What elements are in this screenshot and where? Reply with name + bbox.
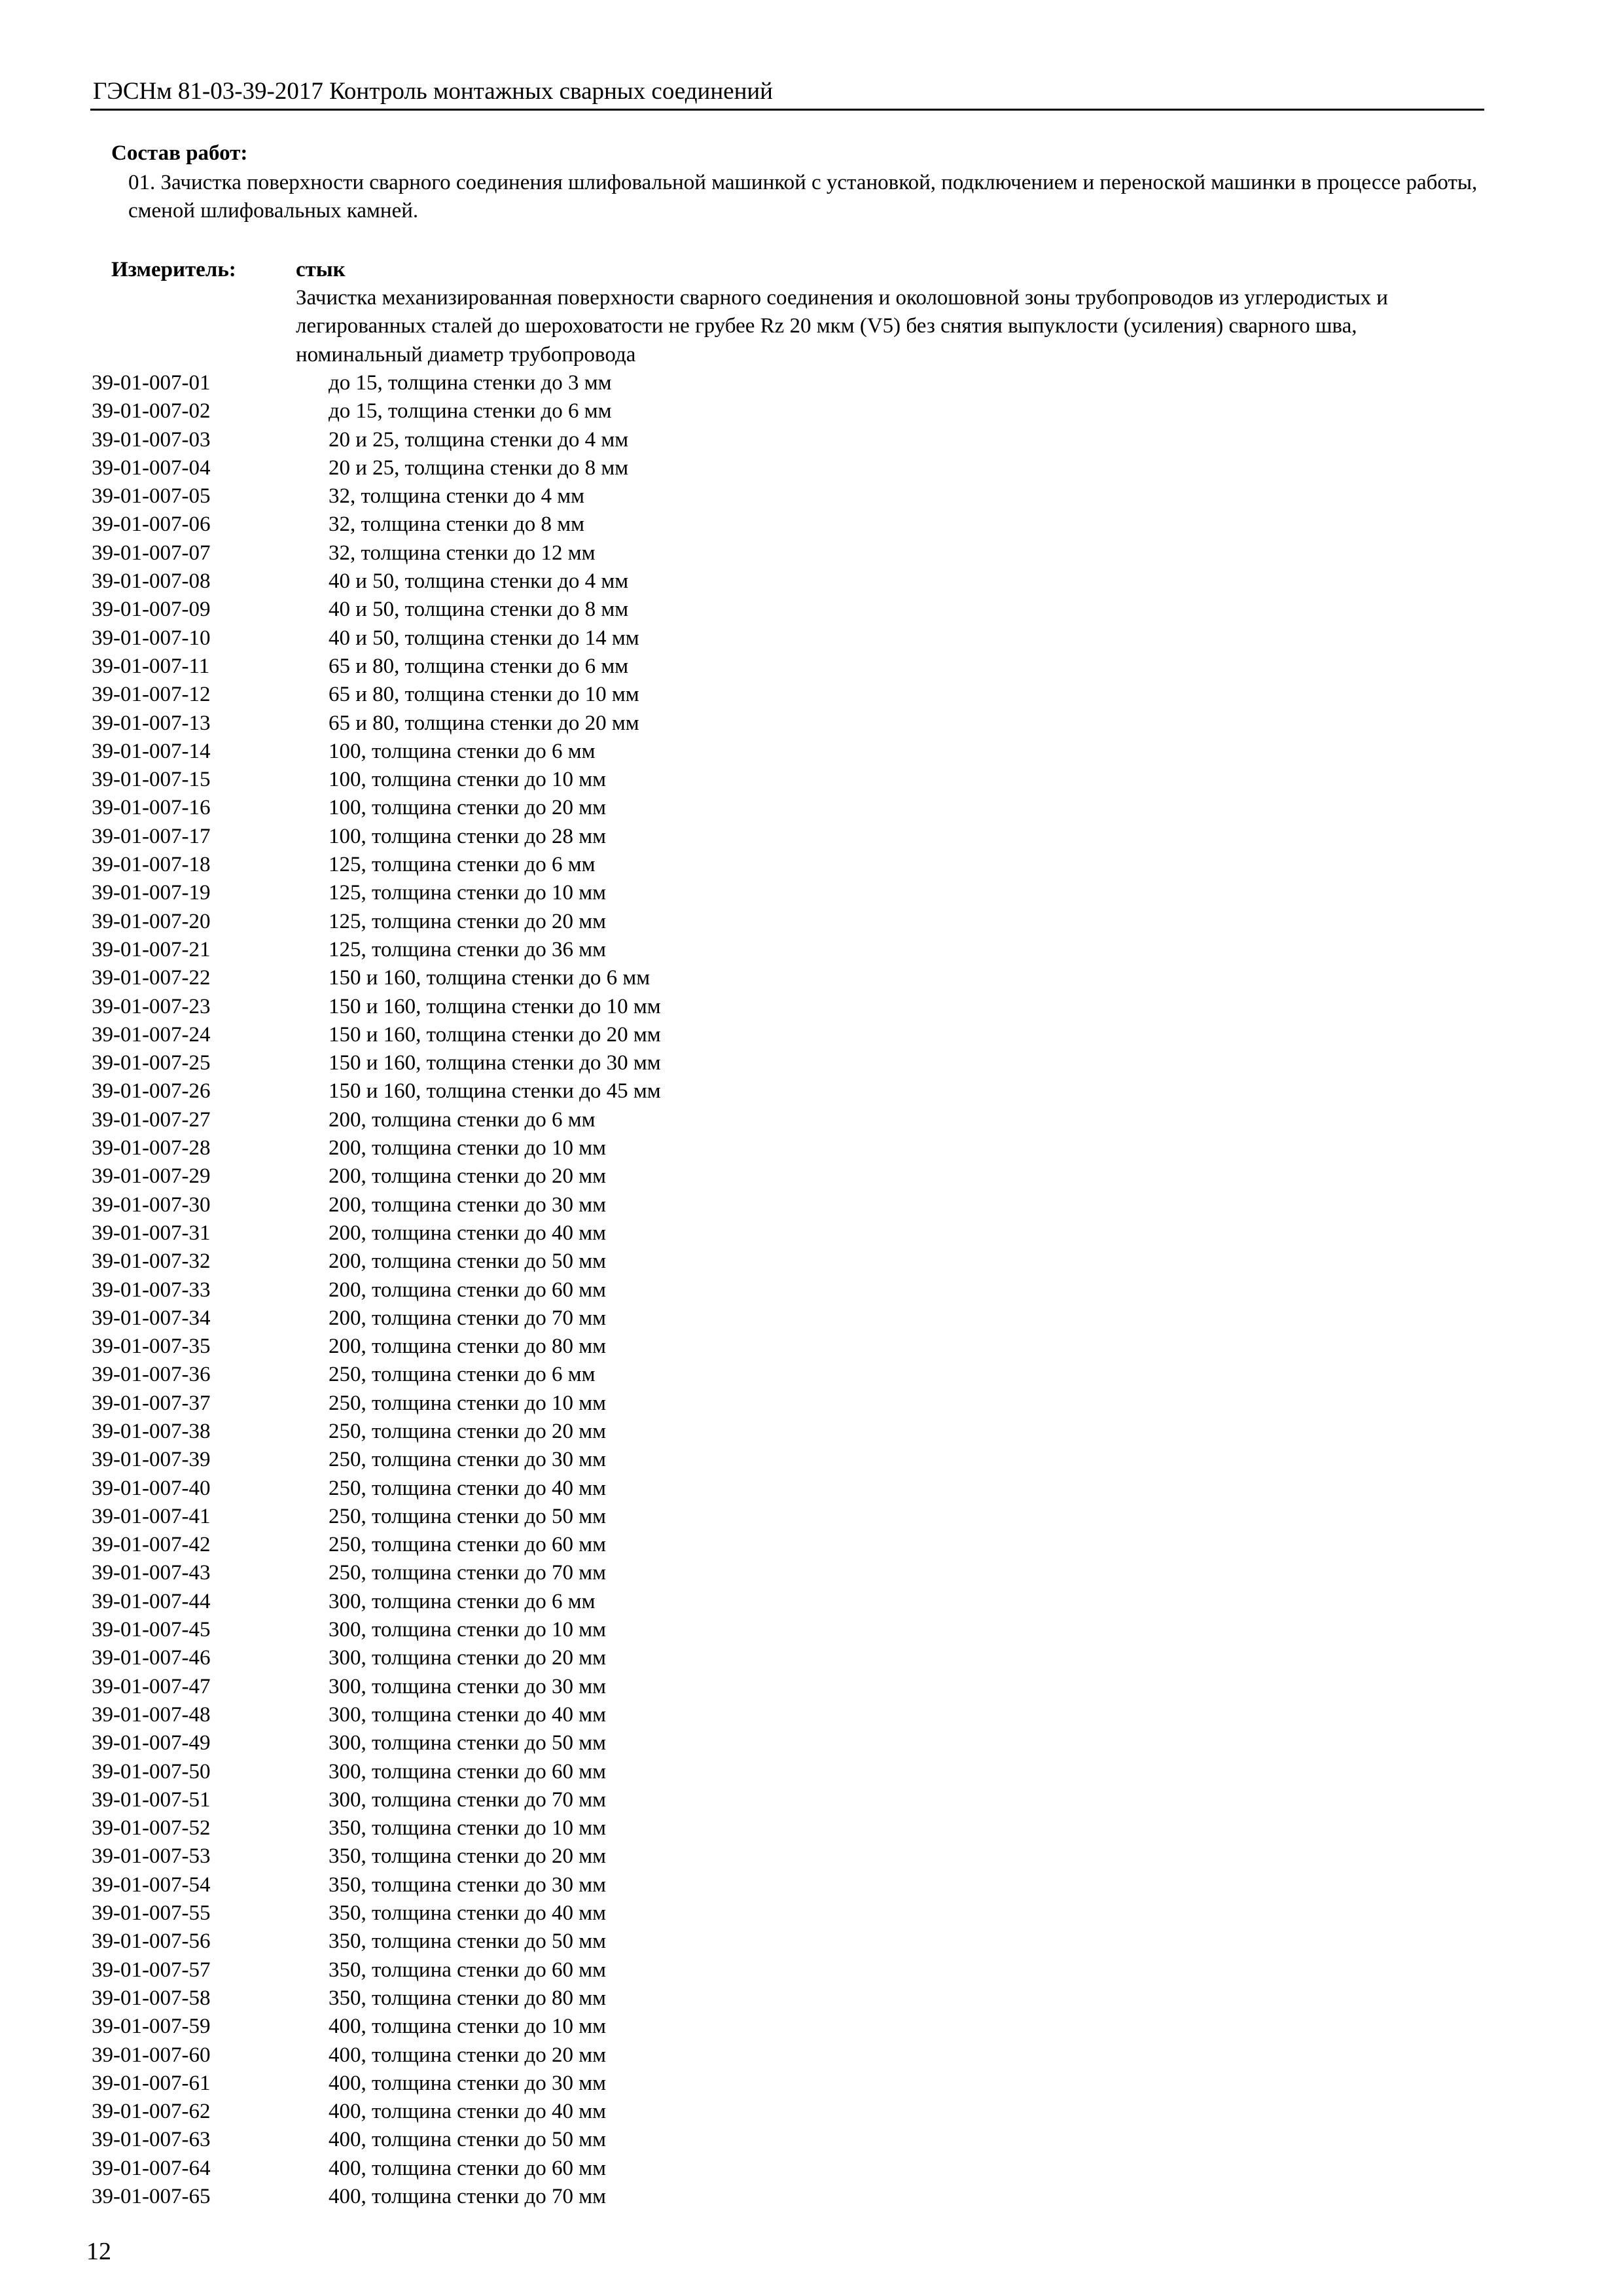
norm-name: 250, толщина стенки до 30 мм — [329, 1448, 607, 1472]
norm-row — [92, 936, 1073, 964]
norm-code: 39-01-007-43 — [92, 1561, 211, 1585]
norm-code: 39-01-007-06 — [92, 512, 211, 537]
norm-name: 32, толщина стенки до 4 мм — [329, 484, 585, 509]
norm-row — [92, 2013, 1073, 2041]
norm-name: 40 и 50, толщина стенки до 8 мм — [329, 598, 629, 622]
norm-code: 39-01-007-18 — [92, 853, 211, 877]
norm-name: 250, толщина стенки до 10 мм — [329, 1391, 607, 1415]
norm-name: 125, толщина стенки до 36 мм — [329, 937, 607, 961]
norm-code: 39-01-007-31 — [92, 1221, 211, 1245]
norm-code: 39-01-007-07 — [92, 541, 211, 565]
norm-row — [92, 766, 1073, 794]
norm-row — [92, 369, 1073, 397]
norm-row — [92, 1475, 1073, 1503]
norm-row — [92, 1049, 1073, 1077]
norm-code: 39-01-007-54 — [92, 1873, 211, 1897]
norm-name: 125, толщина стенки до 6 мм — [329, 853, 596, 877]
norm-name: 350, толщина стенки до 30 мм — [329, 1873, 607, 1897]
norm-name: 250, толщина стенки до 20 мм — [329, 1419, 607, 1443]
norm-row — [92, 2041, 1073, 2070]
norm-name: 200, толщина стенки до 70 мм — [329, 1306, 607, 1330]
norm-row — [92, 426, 1073, 454]
norm-code: 39-01-007-34 — [92, 1306, 211, 1330]
norm-code: 39-01-007-28 — [92, 1136, 211, 1160]
norm-name: 20 и 25, толщина стенки до 8 мм — [329, 456, 629, 480]
norm-code: 39-01-007-60 — [92, 2043, 211, 2067]
norm-name: 400, толщина стенки до 70 мм — [329, 2185, 607, 2208]
norm-row — [92, 1390, 1073, 1418]
norm-row — [92, 2070, 1073, 2098]
norm-row — [92, 653, 1073, 681]
measure-label: Измеритель: — [111, 258, 236, 281]
norm-code: 39-01-007-30 — [92, 1193, 211, 1217]
norm-name: 125, толщина стенки до 10 мм — [329, 881, 607, 905]
norm-row — [92, 1758, 1073, 1786]
norm-row — [92, 1928, 1073, 1956]
norm-code: 39-01-007-42 — [92, 1533, 211, 1557]
norm-code: 39-01-007-59 — [92, 2015, 211, 2039]
norm-row — [92, 539, 1073, 567]
norm-name: до 15, толщина стенки до 3 мм — [329, 371, 612, 395]
norm-name: 32, толщина стенки до 8 мм — [329, 512, 585, 537]
norm-row — [92, 908, 1073, 936]
norm-name: 350, толщина стенки до 50 мм — [329, 1929, 607, 1954]
norm-code: 39-01-007-12 — [92, 683, 211, 707]
norm-code: 39-01-007-03 — [92, 427, 211, 452]
norm-code: 39-01-007-33 — [92, 1278, 211, 1302]
work-composition-text: 01. Зачистка поверхности сварного соединения шлифовальной машинкой с установкой, подключением и переноской машинки в процессе работы, сменой шлифовальных камней. — [128, 171, 1478, 223]
norm-row — [92, 1021, 1073, 1049]
norm-code: 39-01-007-50 — [92, 1759, 211, 1784]
norm-code: 39-01-007-63 — [92, 2128, 211, 2152]
norm-code: 39-01-007-24 — [92, 1022, 211, 1047]
norm-row — [92, 1673, 1073, 1701]
norm-row — [92, 1191, 1073, 1219]
norm-row — [92, 2126, 1073, 2154]
norm-name: 125, толщина стенки до 20 мм — [329, 909, 607, 933]
norm-row — [92, 1899, 1073, 1928]
norm-row — [92, 681, 1073, 709]
work-composition-title: Состав работ: — [111, 141, 248, 165]
norm-name: 65 и 80, толщина стенки до 6 мм — [329, 654, 629, 678]
norm-name: 350, толщина стенки до 40 мм — [329, 1901, 607, 1926]
norm-row — [92, 964, 1073, 992]
norm-name: 300, толщина стенки до 10 мм — [329, 1618, 607, 1642]
norm-code: 39-01-007-14 — [92, 739, 211, 763]
norm-name: 400, толщина стенки до 40 мм — [329, 2100, 607, 2124]
norm-code: 39-01-007-37 — [92, 1391, 211, 1415]
norm-name: 250, толщина стенки до 6 мм — [329, 1363, 596, 1387]
norm-code: 39-01-007-16 — [92, 796, 211, 820]
norm-name: 150 и 160, толщина стенки до 10 мм — [329, 994, 661, 1018]
norm-name: 350, толщина стенки до 80 мм — [329, 1986, 607, 2010]
norm-name: 350, толщина стенки до 60 мм — [329, 1958, 607, 1982]
norm-row — [92, 1106, 1073, 1134]
page-number: 12 — [86, 2238, 111, 2265]
norm-name: 200, толщина стенки до 6 мм — [329, 1107, 596, 1132]
norm-row — [92, 567, 1073, 596]
norm-name: 250, толщина стенки до 40 мм — [329, 1476, 607, 1500]
norm-name: 350, толщина стенки до 10 мм — [329, 1816, 607, 1840]
norm-row — [92, 1162, 1073, 1191]
norm-name: 300, толщина стенки до 50 мм — [329, 1731, 607, 1755]
norm-code: 39-01-007-39 — [92, 1448, 211, 1472]
norm-row — [92, 1984, 1073, 2013]
norm-row — [92, 1247, 1073, 1276]
norm-name: 65 и 80, толщина стенки до 20 мм — [329, 711, 639, 735]
norm-name: 300, толщина стенки до 60 мм — [329, 1759, 607, 1784]
norm-row — [92, 1134, 1073, 1162]
norms-list — [92, 369, 1073, 2211]
norm-name: 300, толщина стенки до 70 мм — [329, 1787, 607, 1812]
norm-code: 39-01-007-32 — [92, 1249, 211, 1274]
norm-code: 39-01-007-29 — [92, 1164, 211, 1189]
norm-name: 250, толщина стенки до 60 мм — [329, 1533, 607, 1557]
norm-code: 39-01-007-38 — [92, 1419, 211, 1443]
norm-name: 100, толщина стенки до 10 мм — [329, 768, 607, 792]
norm-code: 39-01-007-58 — [92, 1986, 211, 2010]
norm-code: 39-01-007-41 — [92, 1504, 211, 1528]
norm-code: 39-01-007-61 — [92, 2071, 211, 2095]
norm-row — [92, 1077, 1073, 1105]
norm-row — [92, 1786, 1073, 1814]
norm-code: 39-01-007-53 — [92, 1844, 211, 1869]
norm-row — [92, 1304, 1073, 1333]
norm-code: 39-01-007-13 — [92, 711, 211, 735]
norm-name: 400, толщина стенки до 30 мм — [329, 2071, 607, 2095]
norm-code: 39-01-007-45 — [92, 1618, 211, 1642]
norm-row — [92, 596, 1073, 624]
norm-name: 40 и 50, толщина стенки до 4 мм — [329, 569, 629, 594]
norm-name: 400, толщина стенки до 50 мм — [329, 2128, 607, 2152]
norm-code: 39-01-007-57 — [92, 1958, 211, 1982]
norm-name: 400, толщина стенки до 20 мм — [329, 2043, 607, 2067]
norm-row — [92, 738, 1073, 766]
norm-code: 39-01-007-02 — [92, 399, 211, 423]
norm-code: 39-01-007-52 — [92, 1816, 211, 1840]
norm-name: 150 и 160, толщина стенки до 45 мм — [329, 1079, 661, 1103]
norm-code: 39-01-007-62 — [92, 2100, 211, 2124]
norm-name: 150 и 160, толщина стенки до 20 мм — [329, 1022, 661, 1047]
norm-code: 39-01-007-22 — [92, 966, 211, 990]
norm-code: 39-01-007-09 — [92, 598, 211, 622]
norm-code: 39-01-007-21 — [92, 937, 211, 961]
norm-code: 39-01-007-51 — [92, 1787, 211, 1812]
norm-name: 200, толщина стенки до 40 мм — [329, 1221, 607, 1245]
norm-row — [92, 1729, 1073, 1757]
norm-name: 200, толщина стенки до 50 мм — [329, 1249, 607, 1274]
norm-name: 300, толщина стенки до 40 мм — [329, 1702, 607, 1727]
norm-name: 400, толщина стенки до 60 мм — [329, 2156, 607, 2180]
norm-name: 32, толщина стенки до 12 мм — [329, 541, 596, 565]
norm-row — [92, 1531, 1073, 1559]
norm-row — [92, 1446, 1073, 1474]
norm-name: до 15, толщина стенки до 6 мм — [329, 399, 612, 423]
norm-code: 39-01-007-17 — [92, 824, 211, 848]
norm-name: 100, толщина стенки до 6 мм — [329, 739, 596, 763]
norm-name: 100, толщина стенки до 28 мм — [329, 824, 607, 848]
norm-code: 39-01-007-40 — [92, 1476, 211, 1500]
measure-unit: стык — [296, 258, 346, 281]
norm-name: 150 и 160, толщина стенки до 6 мм — [329, 966, 651, 990]
norm-name: 200, толщина стенки до 30 мм — [329, 1193, 607, 1217]
norm-row — [92, 2098, 1073, 2126]
measure-description: Зачистка механизированная поверхности сварного соединения и околошовной зоны трубопроводов из углеродистых и легированных сталей до шероховатости не грубее Rz 20 мкм (V5) без снятия выпуклости (усиления) сварного шва, номинальный диаметр трубопровода — [296, 286, 1388, 367]
norm-name: 250, толщина стенки до 70 мм — [329, 1561, 607, 1585]
norm-name: 250, толщина стенки до 50 мм — [329, 1504, 607, 1528]
norm-row — [92, 511, 1073, 539]
norm-code: 39-01-007-23 — [92, 994, 211, 1018]
norm-row — [92, 482, 1073, 511]
norm-row — [92, 454, 1073, 482]
norm-code: 39-01-007-65 — [92, 2185, 211, 2208]
norm-name: 300, толщина стенки до 6 мм — [329, 1589, 596, 1613]
norm-code: 39-01-007-56 — [92, 1929, 211, 1954]
norm-name: 40 и 50, толщина стенки до 14 мм — [329, 626, 639, 650]
norm-code: 39-01-007-05 — [92, 484, 211, 509]
norm-name: 200, толщина стенки до 60 мм — [329, 1278, 607, 1302]
norm-code: 39-01-007-20 — [92, 909, 211, 933]
norm-code: 39-01-007-19 — [92, 881, 211, 905]
norm-row — [92, 1559, 1073, 1587]
norm-row — [92, 2155, 1073, 2183]
norm-code: 39-01-007-49 — [92, 1731, 211, 1755]
norm-row — [92, 879, 1073, 907]
norm-row — [92, 2183, 1073, 2211]
document-title: ГЭСНм 81-03-39-2017 Контроль монтажных сварных соединений — [93, 78, 773, 105]
norm-name: 200, толщина стенки до 10 мм — [329, 1136, 607, 1160]
norm-row — [92, 1588, 1073, 1616]
norm-code: 39-01-007-15 — [92, 768, 211, 792]
norm-code: 39-01-007-01 — [92, 371, 211, 395]
norm-name: 300, толщина стенки до 30 мм — [329, 1674, 607, 1698]
norm-code: 39-01-007-26 — [92, 1079, 211, 1103]
norm-row — [92, 823, 1073, 851]
norm-code: 39-01-007-04 — [92, 456, 211, 480]
norm-code: 39-01-007-35 — [92, 1335, 211, 1359]
norm-code: 39-01-007-44 — [92, 1589, 211, 1613]
norm-code: 39-01-007-27 — [92, 1107, 211, 1132]
norm-row — [92, 1418, 1073, 1446]
norm-code: 39-01-007-36 — [92, 1363, 211, 1387]
norm-code: 39-01-007-11 — [92, 654, 210, 678]
norm-name: 150 и 160, толщина стенки до 30 мм — [329, 1051, 661, 1075]
norm-code: 39-01-007-55 — [92, 1901, 211, 1926]
norm-row — [92, 794, 1073, 822]
norm-code: 39-01-007-46 — [92, 1646, 211, 1670]
norm-code: 39-01-007-64 — [92, 2156, 211, 2180]
norm-code: 39-01-007-25 — [92, 1051, 211, 1075]
norm-code: 39-01-007-48 — [92, 1702, 211, 1727]
page-header — [90, 77, 1484, 111]
norm-row — [92, 1956, 1073, 1984]
norm-name: 300, толщина стенки до 20 мм — [329, 1646, 607, 1670]
norm-row — [92, 709, 1073, 738]
norm-row — [92, 1871, 1073, 1899]
norm-name: 350, толщина стенки до 20 мм — [329, 1844, 607, 1869]
norm-name: 20 и 25, толщина стенки до 4 мм — [329, 427, 629, 452]
norm-row — [92, 1333, 1073, 1361]
norm-row — [92, 1276, 1073, 1304]
norm-name: 200, толщина стенки до 80 мм — [329, 1335, 607, 1359]
norm-code: 39-01-007-10 — [92, 626, 211, 650]
norm-name: 100, толщина стенки до 20 мм — [329, 796, 607, 820]
norm-row — [92, 993, 1073, 1021]
norm-row — [92, 1361, 1073, 1389]
norm-name: 200, толщина стенки до 20 мм — [329, 1164, 607, 1189]
norm-name: 65 и 80, толщина стенки до 10 мм — [329, 683, 639, 707]
norm-row — [92, 624, 1073, 653]
norm-row — [92, 1701, 1073, 1729]
norm-row — [92, 1814, 1073, 1842]
norm-code: 39-01-007-08 — [92, 569, 211, 594]
norm-row — [92, 1616, 1073, 1644]
norm-row — [92, 397, 1073, 425]
norm-code: 39-01-007-47 — [92, 1674, 211, 1698]
norm-row — [92, 851, 1073, 879]
norm-row — [92, 1503, 1073, 1531]
norm-name: 400, толщина стенки до 10 мм — [329, 2015, 607, 2039]
norm-row — [92, 1842, 1073, 1871]
norm-row — [92, 1644, 1073, 1672]
norm-row — [92, 1219, 1073, 1247]
